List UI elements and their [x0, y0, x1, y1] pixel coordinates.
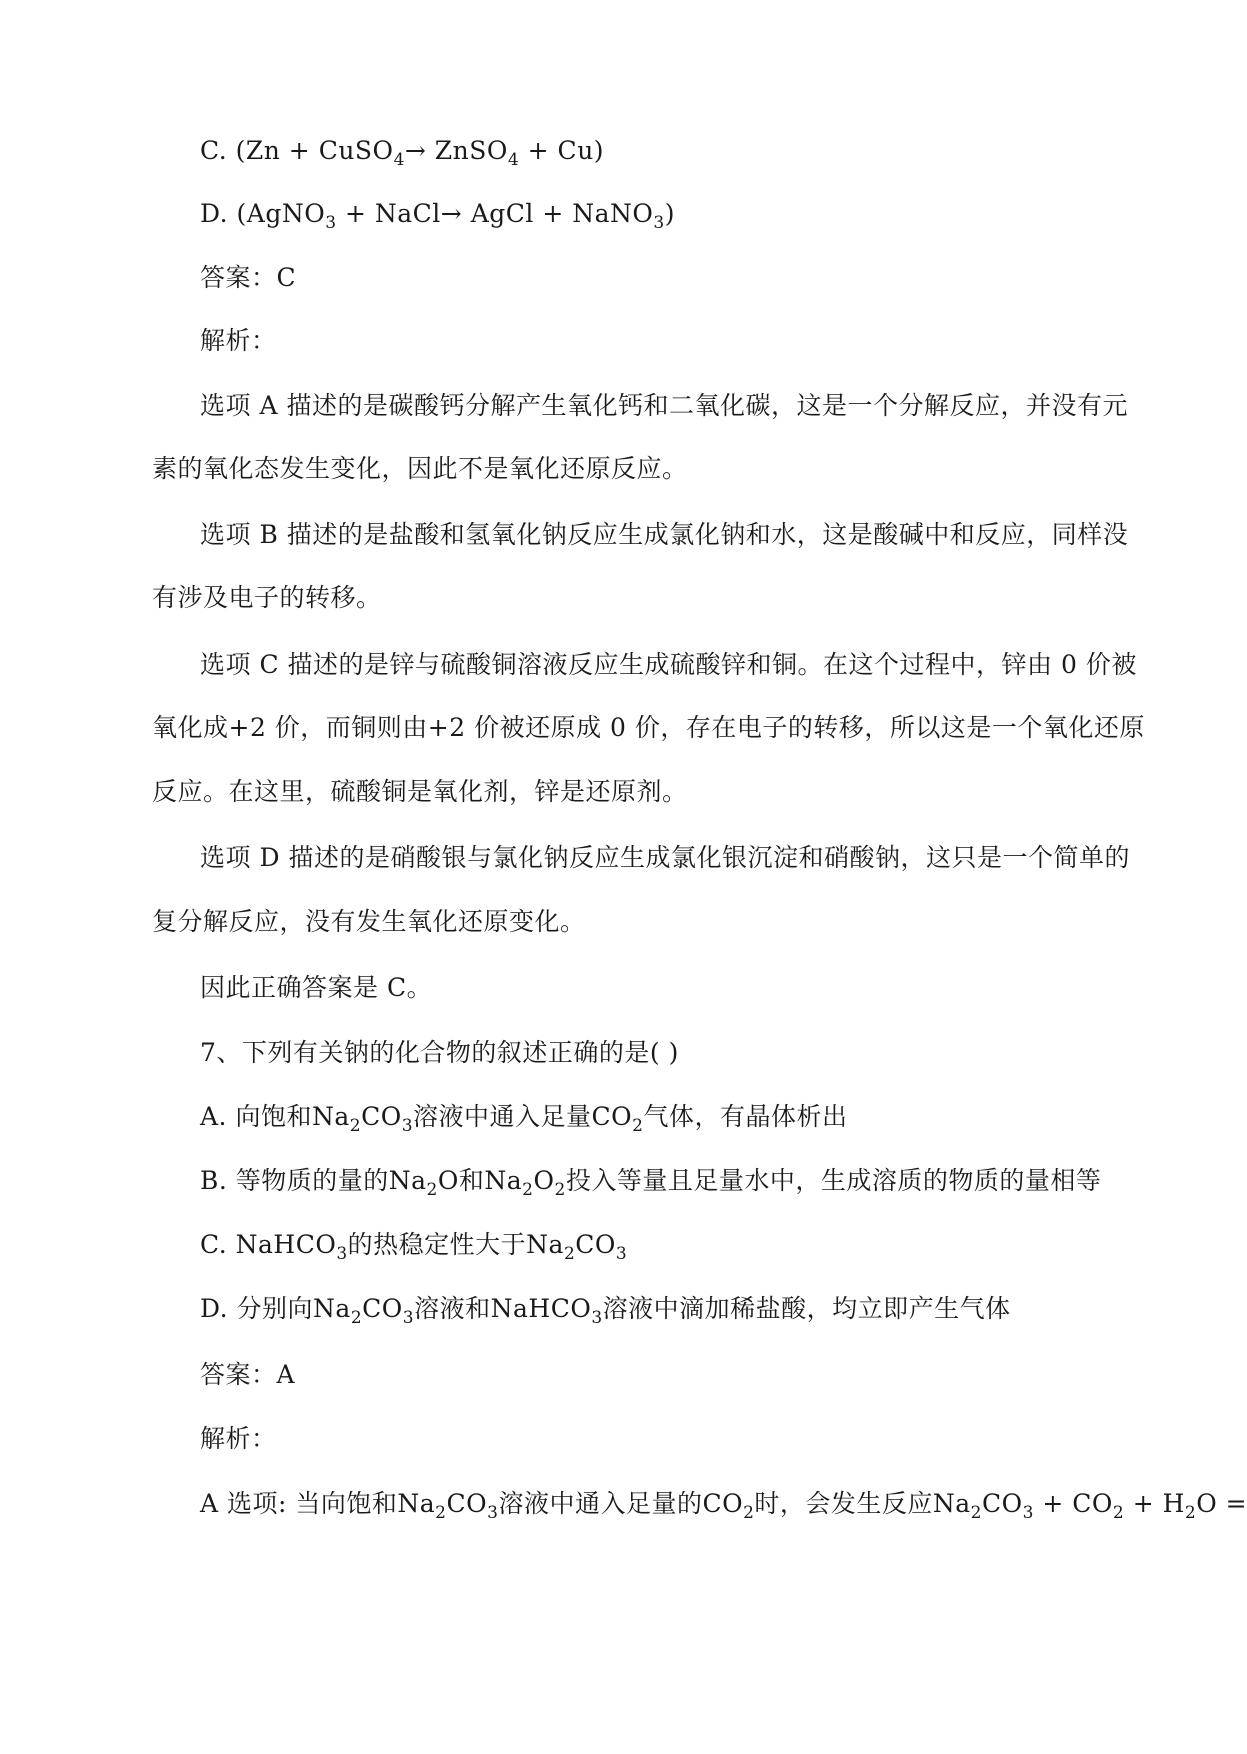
- q6-analysis-label: 解析：: [200, 326, 277, 355]
- q6-explanation-c-line2: 氧化成+2 价，而铜则由+2 价被还原成 0 价，存在电子的转移，所以这是一个氧化还原: [152, 713, 1145, 742]
- q6-explanation-d-line1: 选项 D 描述的是硝酸银与氯化钠反应生成氯化银沉淀和硝酸钠，这只是一个简单的: [200, 843, 1130, 872]
- q6-answer: 答案：C: [200, 263, 297, 292]
- q6-explanation-b-line1: 选项 B 描述的是盐酸和氢氧化钠反应生成氯化钠和水，这是酸碱中和反应，同样没: [200, 520, 1129, 549]
- q7-explanation-a: A 选项: 当向饱和$Na_2CO_3$溶液中通入足量的$CO_2$时，会发生反应$Na_2CO_3 + CO_2 + H_2O$ =: [200, 1489, 1247, 1523]
- q6-option-d: D. (AgNO$_3$ + NaCl→ AgCl + NaNO$_3$): [200, 199, 675, 233]
- q7-option-b: B. 等物质的量的$Na_2O$和$Na_2O_2$投入等量且足量水中，生成溶质的物质的量相等: [200, 1166, 1102, 1200]
- q7-option-c: C. NaHCO$_3$的热稳定性大于$Na_2CO_3$: [200, 1230, 628, 1264]
- q6-explanation-a-line1: 选项 A 描述的是碳酸钙分解产生氧化钙和二氧化碳，这是一个分解反应，并没有元: [200, 391, 1128, 420]
- q6-conclusion: 因此正确答案是 C。: [200, 973, 433, 1002]
- q7-option-a: A. 向饱和$Na_2CO_3$溶液中通入足量$CO_2$气体，有晶体析出: [200, 1102, 848, 1136]
- q7-option-d: D. 分别向$Na_2CO_3$溶液和NaHCO$_3$溶液中滴加稀盐酸，均立即产生气体: [200, 1294, 1011, 1328]
- q7-answer: 答案：A: [200, 1360, 296, 1389]
- q6-explanation-a-line2: 素的氧化态发生变化，因此不是氧化还原反应。: [152, 454, 688, 483]
- q6-explanation-b-line2: 有涉及电子的转移。: [152, 583, 382, 612]
- q7-stem: 7、下列有关钠的化合物的叙述正确的是( ): [200, 1038, 679, 1067]
- q6-explanation-c-line3: 反应。在这里，硫酸铜是氧化剂，锌是还原剂。: [152, 777, 688, 806]
- q6-explanation-d-line2: 复分解反应，没有发生氧化还原变化。: [152, 907, 586, 936]
- q7-analysis-label: 解析：: [200, 1424, 277, 1453]
- q6-explanation-c-line1: 选项 C 描述的是锌与硫酸铜溶液反应生成硫酸锌和铜。在这个过程中，锌由 0 价被: [200, 650, 1137, 679]
- q6-option-c: C. (Zn + CuSO$_4$→ ZnSO$_4$ + Cu): [200, 136, 605, 170]
